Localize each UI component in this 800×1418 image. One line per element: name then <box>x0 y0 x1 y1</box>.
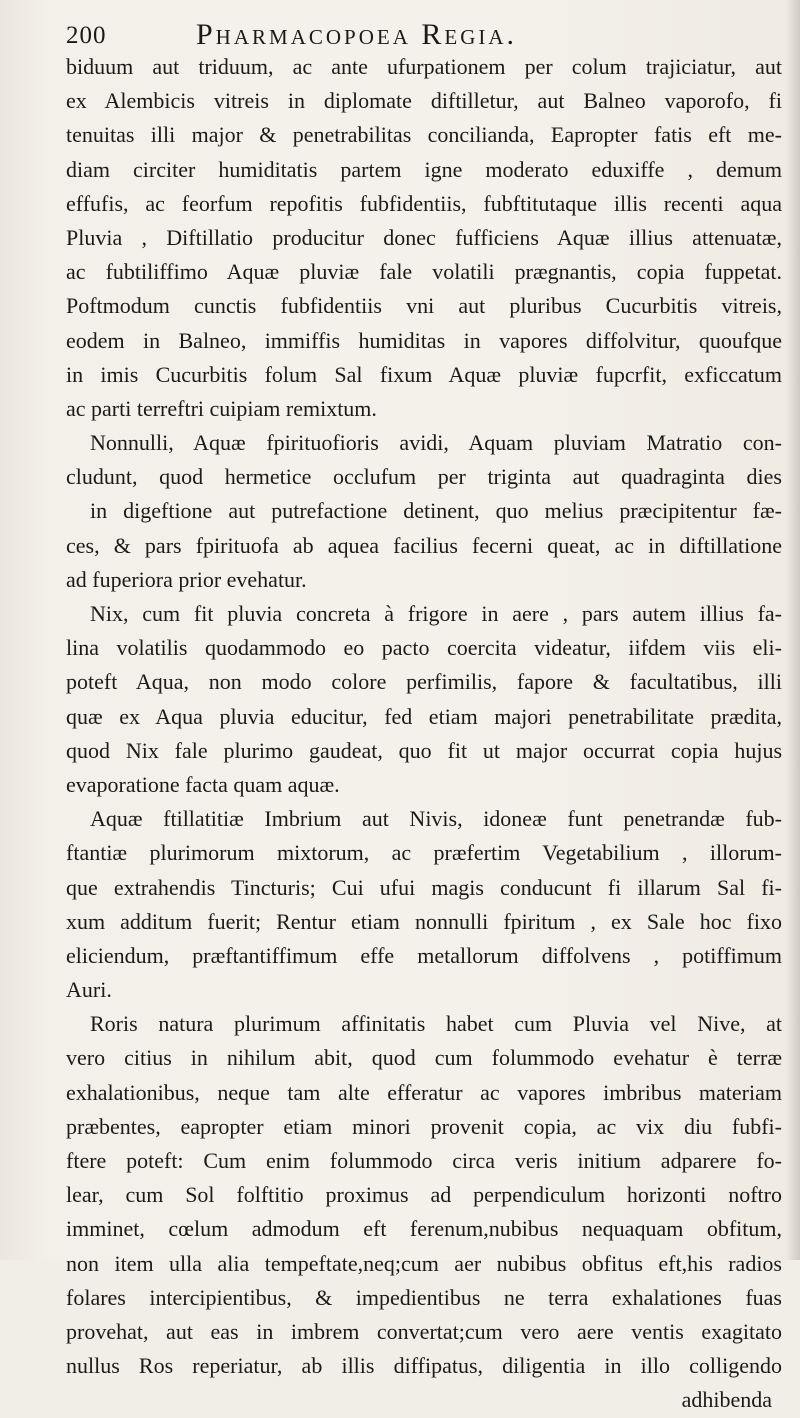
catchword: adhibenda <box>681 1387 772 1413</box>
text-line: in digeftione aut putrefactione detinent, quo melius præcipitentur fæ- <box>90 498 782 524</box>
text-line: ces, & pars fpirituofa ab aquea facilius fecerni queat, ac in diftillatione <box>66 532 782 558</box>
text-line: Aquæ ftillatitiæ Imbrium aut Nivis, idoneæ funt penetrandæ fub- <box>90 806 782 832</box>
text-line: præbentes, eapropter etiam minori provenit copia, ac vix diu fubfi- <box>66 1113 782 1139</box>
text-line: lear, cum Sol folftitio proximus ad perpendiculum horizonti noftro <box>66 1182 782 1208</box>
text-line: effufis, ac feorfum repofitis fubfidentiis, fubftitutaque illis recenti aqua <box>66 190 782 216</box>
running-title: Pharmacopoea Regia. <box>196 18 518 51</box>
text-line: Nonnulli, Aquæ fpirituofioris avidi, Aquam pluviam Matratio con- <box>90 430 782 456</box>
body-text <box>66 50 782 1418</box>
text-line: ex Alembicis vitreis in diplomate diftilletur, aut Balneo vaporofo, fi <box>66 88 782 114</box>
text-line: evaporatione facta quam aquæ. <box>66 771 340 797</box>
text-line: in imis Cucurbitis folum Sal fixum Aquæ pluviæ fupcrfit, exficcatum <box>66 361 782 387</box>
text-line: Roris natura plurimum affinitatis habet cum Pluvia vel Nive, at <box>90 1011 782 1037</box>
text-line: vero citius in nihilum abit, quod cum folummodo evehatur è terræ <box>66 1045 782 1071</box>
text-line: ac fubtiliffimo Aquæ pluviæ fale volatili prægnantis, copia fuppetat. <box>66 259 782 285</box>
text-line: non item ulla alia tempeftate,neq;cum aer nubibus obfitus eft,his radios <box>66 1250 782 1276</box>
text-line: Auri. <box>66 977 112 1003</box>
text-line: quod Nix fale plurimo gaudeat, quo fit ut major occurrat copia hujus <box>66 737 782 763</box>
text-line: imminet, cœlum admodum eft ferenum,nubibus nequaquam obfitum, <box>66 1216 782 1242</box>
text-line: lina volatilis quodammodo eo pacto coercita videatur, iifdem viis eli- <box>66 635 782 661</box>
text-line: diam circiter humiditatis partem igne moderato eduxiffe , demum <box>66 156 782 182</box>
text-line: Nix, cum fit pluvia concreta à frigore in aere , pars autem illius fa- <box>90 601 782 626</box>
text-line: Poftmodum cunctis fubfidentiis vni aut pluribus Cucurbitis vitreis, <box>66 293 782 319</box>
text-line: poteft Aqua, non modo colore perfimilis, fapore & facultatibus, illi <box>66 669 782 695</box>
text-line: cludunt, quod hermetice occlufum per triginta aut quadraginta dies <box>66 464 782 490</box>
text-line: ac parti terreftri cuipiam remixtum. <box>66 395 377 421</box>
text-line: eodem in Balneo, immiffis humiditas in vapores diffolvitur, quoufque <box>66 327 782 353</box>
text-line: exhalationibus, neque tam alte efferatur ac vapores imbribus materiam <box>66 1079 782 1105</box>
text-line: que extrahendis Tincturis; Cui ufui magis conducunt fi illarum Sal fi- <box>66 874 782 900</box>
page-number: 200 <box>66 22 107 49</box>
text-line: provehat, aut eas in imbrem convertat;cum vero aere ventis exagitato <box>66 1318 782 1344</box>
text-line: quæ ex Aqua pluvia educitur, fed etiam majori penetrabilitate prædita, <box>66 703 782 729</box>
text-line: ad fuperiora prior evehatur. <box>66 566 307 592</box>
text-line: biduum aut triduum, ac ante ufurpationem per colum trajiciatur, aut <box>66 54 782 79</box>
text-line: tenuitas illi major & penetrabilitas concilianda, Eapropter fatis eft me- <box>66 122 782 148</box>
text-line: ftantiæ plurimorum mixtorum, ac præfertim Vegetabilium , illorum- <box>66 840 782 866</box>
page-edge-shadow <box>786 0 800 1260</box>
text-line: eliciendum, præftantiffimum effe metallorum diffolvens , potiffimum <box>66 942 782 968</box>
text-line: nullus Ros reperiatur, ab illis diffipatus, diligentia in illo colligendo <box>66 1353 782 1379</box>
text-line: folares intercipientibus, & impedientibus ne terra exhalationes fuas <box>66 1284 782 1310</box>
text-line: Pluvia , Diftillatio producitur donec fufficiens Aquæ illius attenuatæ, <box>66 224 782 250</box>
text-line: xum additum fuerit; Rentur etiam nonnulli fpiritum , ex Sale hoc fixo <box>66 908 782 934</box>
text-line: ftere poteft: Cum enim folummodo circa veris initium adparere fo- <box>66 1148 782 1173</box>
